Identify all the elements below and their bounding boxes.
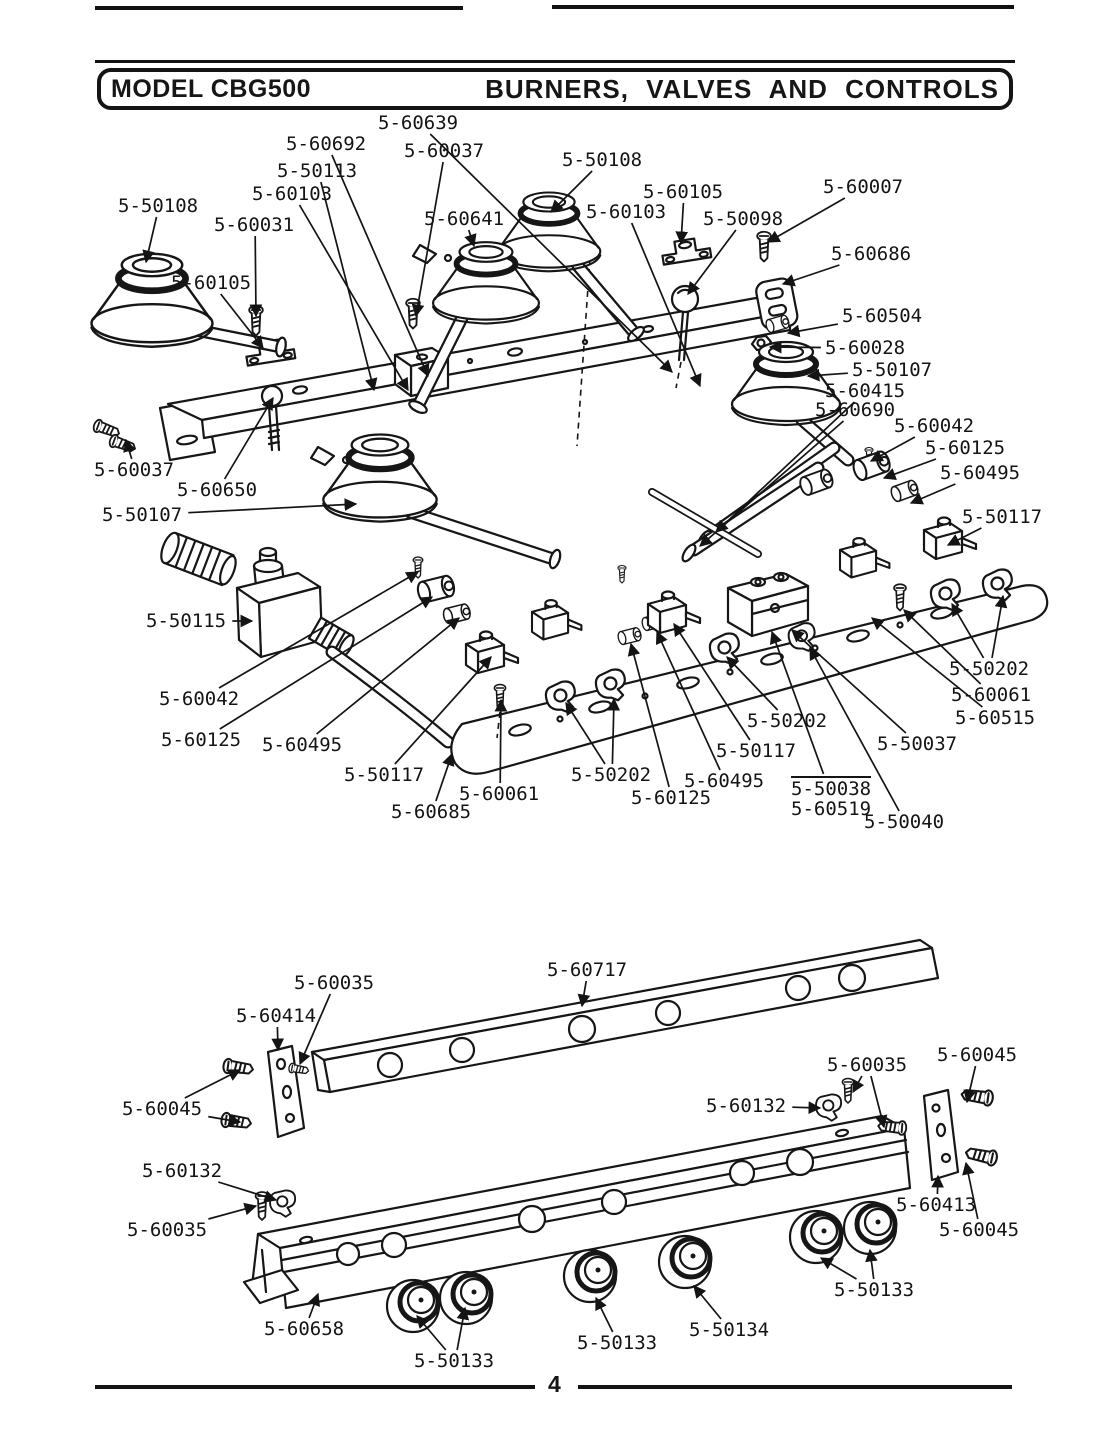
screw bbox=[223, 1058, 254, 1076]
part-number-label: 5-60415 bbox=[825, 380, 906, 402]
part-number-label: 5-60125 bbox=[161, 729, 242, 751]
part-number-label: 5-60132 bbox=[706, 1095, 787, 1117]
part-number-label: 5-60045 bbox=[937, 1044, 1018, 1066]
part-number-label: 5-60035 bbox=[127, 1219, 208, 1241]
part-number-label: 5-50115 bbox=[146, 610, 227, 632]
control-knob bbox=[659, 1236, 711, 1288]
part-number-label: 5-60414 bbox=[236, 1005, 317, 1027]
part-number-label: 5-60061 bbox=[951, 684, 1032, 706]
part-number-label: 5-60132 bbox=[142, 1160, 223, 1182]
part-number-label: 5-50117 bbox=[344, 764, 425, 786]
screw bbox=[964, 1145, 998, 1166]
part-number-label: 5-60504 bbox=[842, 305, 923, 327]
part-number-label: 5-60690 bbox=[815, 399, 896, 421]
model-number: MODEL CBG500 bbox=[111, 74, 312, 103]
panel-trim bbox=[312, 940, 938, 1092]
part-number-label: 5-50134 bbox=[689, 1319, 770, 1341]
burners-valves-diagram bbox=[92, 193, 1048, 774]
part-number-label: 5-50202 bbox=[949, 658, 1030, 680]
control-knob bbox=[387, 1280, 439, 1332]
part-number-label: 5-50133 bbox=[414, 1350, 495, 1372]
part-number-label: 5-60105 bbox=[171, 272, 252, 294]
control-knob bbox=[440, 1272, 492, 1324]
part-number-label: 5-60495 bbox=[940, 462, 1021, 484]
end-bracket-right bbox=[924, 1090, 958, 1180]
part-number-label: 5-60717 bbox=[547, 959, 628, 981]
part-number-label: 5-60103 bbox=[252, 183, 333, 205]
part-number-label: 5-50107 bbox=[852, 359, 933, 381]
end-bracket-left bbox=[268, 1046, 304, 1137]
page-number: 4 bbox=[548, 1371, 561, 1397]
part-number-label: 5-60037 bbox=[404, 140, 485, 162]
part-number-label: 5-60105 bbox=[643, 181, 724, 203]
control-knob bbox=[844, 1202, 896, 1254]
part-number-label: 5-60042 bbox=[894, 415, 975, 437]
part-number-label: 5-60685 bbox=[391, 801, 472, 823]
part-number-label: 5-60037 bbox=[94, 459, 175, 481]
part-number-label: 5-50108 bbox=[562, 149, 643, 171]
part-number-label: 5-60692 bbox=[286, 133, 367, 155]
clip bbox=[270, 1190, 295, 1216]
part-number-label: 5-50038 5-60519 bbox=[791, 778, 872, 820]
burner-cap bbox=[323, 435, 436, 522]
part-number-label: 5-60061 bbox=[459, 783, 540, 805]
burner-cap bbox=[92, 254, 213, 347]
control-panel-diagram bbox=[221, 940, 999, 1332]
part-number-label: 5-50107 bbox=[102, 504, 183, 526]
part-number-label: 5-60035 bbox=[294, 972, 375, 994]
mounting-bracket bbox=[661, 236, 712, 264]
part-number-label: 5-50117 bbox=[962, 506, 1043, 528]
part-number-label: 5-60103 bbox=[586, 201, 667, 223]
part-number-label: 5-50037 bbox=[877, 733, 958, 755]
part-number-label: 5-60007 bbox=[823, 176, 904, 198]
part-number-label: 5-50117 bbox=[716, 740, 797, 762]
part-number-label: 5-50202 bbox=[571, 764, 652, 786]
part-number-label: 5-50113 bbox=[277, 160, 358, 182]
part-number-label: 5-60495 bbox=[262, 734, 343, 756]
screw bbox=[757, 232, 771, 262]
part-number-label: 5-60658 bbox=[264, 1318, 345, 1340]
pressure-regulator bbox=[158, 531, 357, 659]
part-number-label: 5-60413 bbox=[896, 1194, 977, 1216]
part-number-label: 5-60639 bbox=[378, 112, 459, 134]
part-number-label: 5-50098 bbox=[703, 208, 784, 230]
part-number-label: 5-50133 bbox=[577, 1332, 658, 1354]
part-number-label: 5-60045 bbox=[939, 1219, 1020, 1241]
screw bbox=[961, 1087, 994, 1106]
part-number-label: 5-60125 bbox=[925, 437, 1006, 459]
part-number-label: 5-60515 bbox=[955, 707, 1036, 729]
page-header bbox=[97, 68, 1013, 110]
part-number-label: 5-50202 bbox=[747, 710, 828, 732]
part-number-label: 5-60650 bbox=[177, 479, 258, 501]
part-number-label: 5-60125 bbox=[631, 787, 712, 809]
control-knob bbox=[790, 1211, 842, 1263]
screw bbox=[108, 434, 137, 455]
part-number-label: 5-60042 bbox=[159, 688, 240, 710]
part-number-label: 5-60028 bbox=[825, 337, 906, 359]
part-number-label: 5-60035 bbox=[827, 1054, 908, 1076]
burner-cap bbox=[732, 342, 840, 425]
part-number-label: 5-50133 bbox=[834, 1279, 915, 1301]
part-number-label: 5-60641 bbox=[424, 208, 505, 230]
part-number-label: 5-50108 bbox=[118, 195, 199, 217]
part-number-label: 5-60495 bbox=[684, 770, 765, 792]
screw bbox=[842, 1079, 853, 1104]
part-number-label: 5-60686 bbox=[831, 243, 912, 265]
control-knob bbox=[564, 1250, 616, 1302]
part-number-label: 5-60031 bbox=[214, 214, 295, 236]
part-number-label: 5-50040 bbox=[864, 811, 945, 833]
part-number-label: 5-60045 bbox=[122, 1098, 203, 1120]
section-title: BURNERS, VALVES AND CONTROLS bbox=[485, 73, 999, 104]
